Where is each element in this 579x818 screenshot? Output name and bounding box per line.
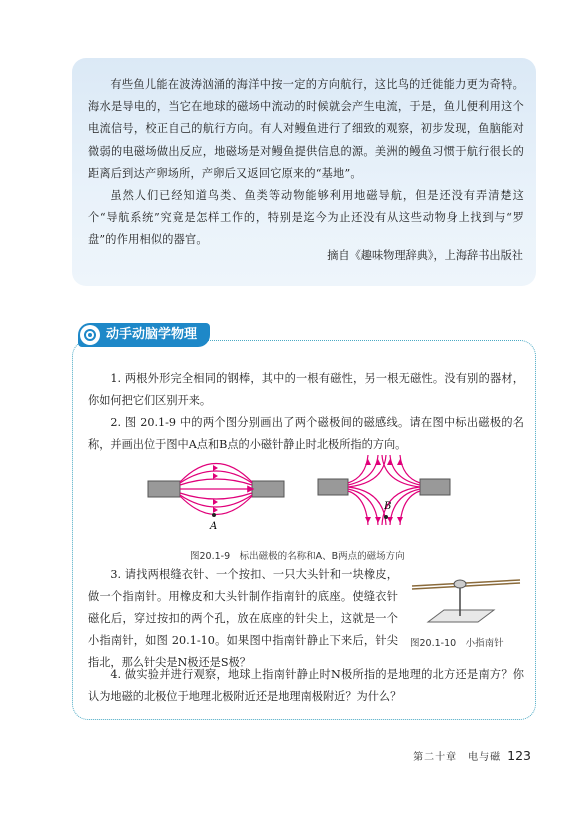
snap-button	[454, 580, 466, 588]
magnet-left-2	[252, 481, 284, 497]
field-diagram-right	[318, 455, 450, 525]
figure-20-1-9-caption: 图20.1-9 标出磁极的名称和A、B两点的磁场方向	[190, 551, 405, 562]
page-footer	[413, 748, 531, 763]
label-a: A	[210, 521, 218, 532]
reading-text	[88, 74, 524, 252]
magnet-right-1	[318, 479, 348, 495]
chapter-title: 第二十章 电与磁	[413, 752, 502, 763]
point-b	[384, 515, 388, 519]
activity-title: 动手动脑学物理	[106, 327, 198, 342]
compass-base	[428, 610, 494, 622]
question-1: 1. 两根外形完全相同的钢棒，其中的一根有磁性，另一根无磁性。没有别的器材，你如何把它们区别开来。	[88, 372, 524, 407]
figure-20-1-10-caption: 图20.1-10 小指南针	[410, 638, 504, 649]
magnet-right-2	[420, 479, 450, 495]
magnet-left-1	[148, 481, 180, 497]
reading-citation: 摘自《趣味物理辞典》，上海辞书出版社	[327, 249, 523, 262]
reading-paragraph-2: 虽然人们已经知道鸟类、鱼类等动物能够利用地磁导航，但是还没有弄清楚这个“导航系统”究竟是怎样工作的，特别是迄今为止还没有从这些动物身上找到与“罗盘”的作用相似的器官。	[88, 189, 524, 247]
question-3: 3. 请找两根缝衣针、一个按扣、一只大头针和一块橡皮，做一个指南针。用橡皮和大头针制作指南针的底座。使缝衣针磁化后，穿过按扣的两个孔，放在底座的针尖上，这就是一个小指南针，如图 20.1-10。如果图中指南针静止下来后，针尖指北，那么针尖是N极还是S极？	[88, 568, 398, 669]
field-diagram-left	[148, 464, 284, 533]
question-2: 2. 图 20.1-9 中的两个图分别画出了两个磁极间的磁感线。请在图中标出磁极的名称，并画出位于图中A点和B点的小磁针静止时北极所指的方向。	[88, 416, 524, 451]
page-number: 123	[507, 748, 531, 763]
reading-paragraph-1: 有些鱼儿能在波涛汹涌的海洋中按一定的方向航行，这比鸟的迁徙能力更为奇特。海水是导电的，当它在地球的磁场中流动的时候就会产生电流，于是，鱼儿便利用这个电流信号，校正自己的航行方向。有人对鳗鱼进行了细致的观察，初步发现，鱼脑能对微弱的电磁场做出反应，地磁场是对鳗鱼提供信息的源。美洲的鳗鱼习惯于航行很长的距离后到达产卵场所，产卵后又返回它原来的“基地”。	[88, 78, 524, 180]
figure-20-1-9	[140, 455, 460, 545]
target-icon	[80, 325, 100, 345]
figure-20-1-10	[408, 572, 524, 628]
question-4: 4. 做实验并进行观察，地球上指南针静止时N极所指的是地理的北方还是南方？你认为地磁的北极位于地理北极附近还是地理南极附近？为什么？	[88, 668, 524, 703]
label-b: B	[384, 501, 392, 512]
point-a	[212, 513, 216, 517]
